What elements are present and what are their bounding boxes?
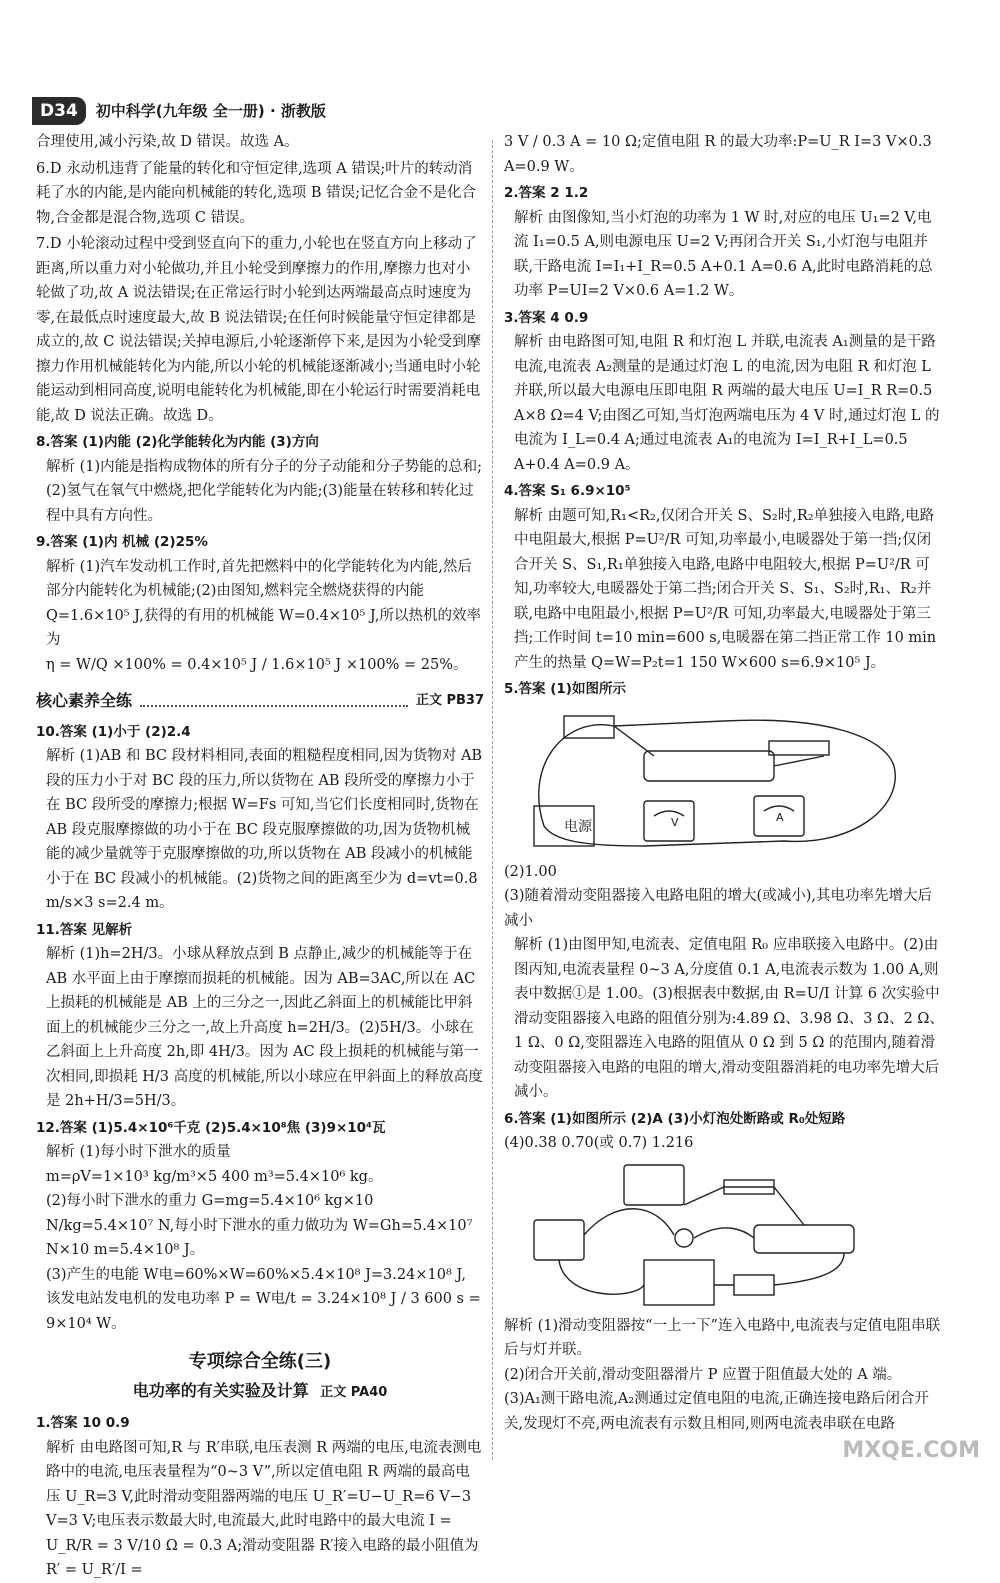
answer-8-body: 解析 (1)内能是指构成物体的所有分子的分子动能和分子势能的总和;(2)氢气在氧气中燃烧,把化学能转化为内能;(3)能量在转移和转化过程中具有方向性。 [46,458,483,524]
answer-1-head: 1.答案 10 0.9 [36,1415,130,1431]
answer-6-body: 解析 (1)滑动变阻器按“一上一下”连入电路中,电流表与定值电阻串联后与灯并联。 [504,1317,941,1358]
answer-12-power: 该发电站发电机的发电功率 P = W电/t = 3.24×10⁸ J / 3 600 s = 9×10⁴ W。 [46,1291,481,1332]
answer-12-energy: (3)产生的电能 W电=60%×W=60%×5.4×10⁸ J=3.24×10⁸ J, [46,1266,466,1283]
page-number: D34 [32,97,86,126]
answer-5-body: 解析 (1)由图甲知,电流表、定值电阻 R₀ 应串联接入电路中。(2)由图丙知,电流表量程 0~3 A,分度值 0.1 A,电流表示数为 1.00 A,则表中数据①是 1.00。(3)根据表中数据,由 R=U/I 计算 6 次实验中滑动变阻器接入电路的阻值分别为:4.89 Ω、3.98 Ω、3 Ω、2 Ω、1 Ω、0 Ω,变阻器连入电路的阻值从 0 Ω 到 5 Ω 的范围内,随着滑动变阻器接入电路的电阻的增大,滑动变阻器消耗的电功率先增大后减小。 [514,937,944,1100]
subtitle-text: 电功率的有关实验及计算 [132,1380,309,1400]
answer-5-part3: (3)随着滑动变阻器接入电路电阻的增大(或减小),其电功率先增大后减小 [504,888,932,929]
text-line: 3 V / 0.3 A = 10 Ω;定值电阻 R 的最大功率:P=U_R I=3 V×0.3 A=0.9 W。 [504,134,932,175]
answer-9-head: 9.答案 (1)内 机械 (2)25% [36,534,208,550]
column-divider [492,140,493,1460]
answer-9-body: 解析 (1)汽车发动机工作时,首先把燃料中的化学能转化为内能,然后部分内能转化为机械能;(2)由图知,燃料完全燃烧获得的内能 Q=1.6×10⁵ J,获得的有用的机械能 W=0.4×10⁵ J,所以热机的效率为 [46,558,482,648]
section-title: 核心素养全练 [36,691,133,710]
answer-4-body: 解析 由题可知,R₁<R₂,仅闭合开关 S、S₂时,R₂单独接入电路,电路中电阻最大,根据 P=U²/R 可知,功率最小,电暖器处于第一挡;仅闭合开关 S、S₁,R₁单独接入电路,电路中电阻较大,根据 P=U²/R 可知,功率较大,电暖器处于第二挡;闭合开关 S、S₁、S₂时,R₁、R₂并联,电路中电阻最小,根据 P=U²/R 可知,功率最大,电暖器处于第三挡;工作时间 t=10 min=600 s,电暖器在第二挡正常工作 10 min 产生的热量 Q=W=P₂t=1 150 W×600 s=6.9×10⁵ J。 [514,507,937,671]
answer-7: 7.D 小轮滚动过程中受到竖直向下的重力,小轮也在竖直方向上移动了距离,所以重力对小轮做功,并且小轮受到摩擦力的作用,摩擦力也对小轮做了功,故 A 说法错误;在正常运行时小轮到达两端最高点时速度为零,在最低点时速度最大,故 B 说法错误;在任何时候能量守恒定律都是成立的,故 C 说法错误;关掉电源后,小轮逐渐停下来,是因为小轮受到摩擦力作用机械能转化为内能,所以小轮的机械能逐渐减小;当通电时小轮能运动到相同高度,说明电能转化为机械能,即在小轮运行时需要消耗电能,故 D 说法正确。故选 D。 [36,236,482,424]
answer-12-mass: m=ρV=1×10³ kg/m³×5 400 m³=5.4×10⁶ kg。 [46,1168,383,1185]
special-section-subtitle [36,1379,484,1406]
answer-6: 6.D 永动机违背了能量的转化和守恒定律,选项 A 错误;叶片的转动消耗了水的内能,是内能向机械能的转化,选项 B 错误;记忆合金不是化合物,合金都是混合物,选项 C 错误。 [36,160,476,226]
voltmeter-letter: V [671,815,679,829]
leader-dots [140,695,408,707]
answer-10-head: 10.答案 (1)小于 (2)2.4 [36,723,191,740]
answer-2-head: 2.答案 2 1.2 [504,185,589,201]
circuit-figure-2 [524,1160,864,1310]
ammeter-letter: A [776,810,784,824]
answer-11-body: 解析 (1)h=2H/3。小球从释放点到 B 点静止,减少的机械能等于在 AB 水平面上由于摩擦而损耗的机械能。因为 AB=3AC,所以在 AC 上损耗的机械能是 AB 上的三分之一,因此乙斜面上的机械能比甲斜面上的机械能少三分之一,故上升高度 h=2H/3。(2)5H/3。小球在乙斜面上上升高度 2h,即 4H/3。因为 AC 段上损耗的机械能与第一次相同,即损耗 H/3 高度的机械能,所以小球应在甲斜面上的释放高度是 2h+H/3=5H/3。 [46,946,483,1109]
right-column [504,130,944,1436]
answer-2-body: 解析 由图像知,当小灯泡的功率为 1 W 时,对应的电压 U₁=2 V,电流 I₁=0.5 A,则电源电压 U=2 V;再闭合开关 S₁,小灯泡与电阻并联,干路电流 I=I₁+I_R=0.5 A+0.1 A=0.6 A,此时电路消耗的总功率 P=UI=2 V×0.6 A=1.2 W。 [514,209,933,299]
section-ref: 正文 PB37 [415,693,484,708]
section-core [36,689,484,714]
answer-4-head: 4.答案 S₁ 6.9×10⁵ [504,483,631,499]
answer-1-body: 解析 由电路图可知,R 与 R′串联,电压表测 R 两端的电压,电流表测电路中的电流,电压表量程为“0~3 V”,所以定值电阻 R 两端的最高电压 U_R=3 V,此时滑动变阻器两端的电压 U_R′=U−U_R=6 V−3 V=3 V;电压表示数最大时,电流最大,此时电路中的最大电流 I = U_R/R = 3 V/10 Ω = 0.3 A;滑动变阻器 R′接入电路的最小阻值为 R′ = U_R′/I = [46,1439,482,1578]
answer-12-work: (2)每小时下泄水的重力 G=mg=5.4×10⁶ kg×10 N/kg=5.4×10⁷ N,每小时下泄水的重力做功为 W=Gh=5.4×10⁷ N×10 m=5.4×10⁸ J。 [46,1193,473,1258]
page-header [32,96,326,126]
text-line: 合理使用,减小污染,故 D 错误。故选 A。 [36,134,299,150]
answer-5-head: 5.答案 (1)如图所示 [504,681,626,697]
answer-6-head: 6.答案 (1)如图所示 (2)A (3)小灯泡处断路或 R₀处短路 [504,1110,846,1127]
answer-11-head: 11.答案 见解析 [36,921,133,938]
left-column [36,130,484,1583]
answer-9-formula: η = W/Q ×100% = 0.4×10⁵ J / 1.6×10⁵ J ×100% = 25%。 [46,656,468,673]
answer-6-part4: (4)0.38 0.70(或 0.7) 1.216 [504,1135,694,1151]
power-source-label: 电源 [564,818,592,835]
watermark: MXQE.COM [842,1437,980,1463]
answer-6-body2: (2)闭合开关前,滑动变阻器滑片 P 应置于阻值最大处的 A 端。 [504,1366,902,1383]
answer-8-head: 8.答案 (1)内能 (2)化学能转化为内能 (3)方向 [36,434,319,450]
answer-12-body: 解析 (1)每小时下泄水的质量 [46,1144,231,1160]
answer-10-body: 解析 (1)AB 和 BC 段材料相同,表面的粗糙程度相同,因为货物对 AB 段的压力小于对 BC 段的压力,所以货物在 AB 段所受的摩擦力小于在 BC 段所受的摩擦力;根据 W=Fs 可知,当它们长度相同时,货物在 AB 段克服摩擦做的功小于在 BC 段克服摩擦做的功,因为货物机械能的减少量就等于克服摩擦做的功,所以货物在 AB 段减小的机械能小于在 BC 段减小的机械能。(2)货物之间的距离至少为 d=vt=0.8 m/s×3 s=2.4 m。 [46,748,483,911]
answer-3-body: 解析 由电路图可知,电阻 R 和灯泡 L 并联,电流表 A₁测量的是干路电流,电流表 A₂测量的是通过灯泡 L 的电流,因为电阻 R 和灯泡 L 并联,所以最大电源电压即电阻 R 两端的最大电压 U=I_R R=0.5 A×8 Ω=4 V;由图乙可知,当灯泡两端电压为 4 V 时,通过灯泡 L 的电流为 I_L=0.4 A;通过电流表 A₁的电流为 I=I_R+I_L=0.5 A+0.4 A=0.9 A。 [514,334,940,473]
book-title: 初中科学(九年级 全一册) · 浙教版 [95,101,326,120]
answer-5-part2: (2)1.00 [504,863,557,880]
answer-3-head: 3.答案 4 0.9 [504,309,589,326]
answer-6-body3: (3)A₁测干路电流,A₂测通过定值电阻的电流,正确连接电路后闭合开关,发现灯不亮,两电流表有示数且相同,则两电流表串联在电路 [504,1391,929,1432]
subtitle-ref: 正文 PA40 [320,1384,388,1400]
circuit-figure-1 [524,706,924,856]
answer-12-head: 12.答案 (1)5.4×10⁶千克 (2)5.4×10⁸焦 (3)9×10⁴瓦 [36,1119,386,1136]
special-section-title: 专项综合全练(三) [188,1351,332,1372]
